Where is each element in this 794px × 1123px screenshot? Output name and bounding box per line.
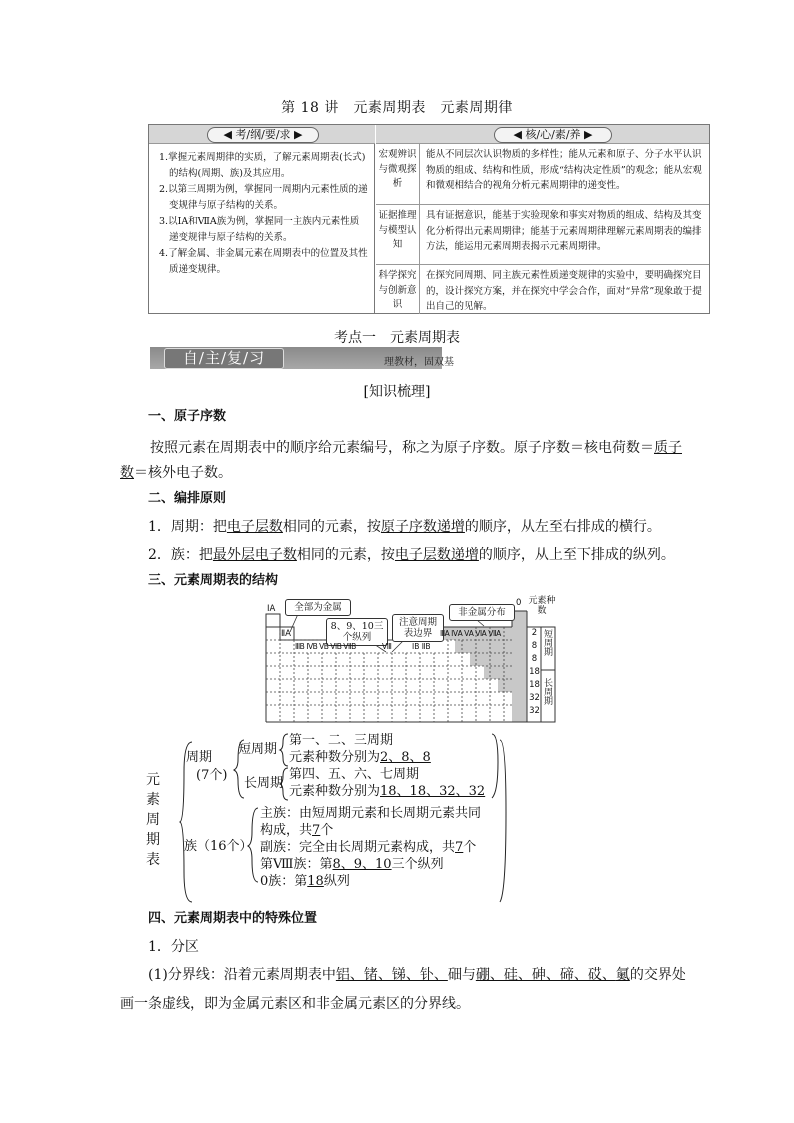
requirement-item: 1.掌握元素周期律的实质，了解元素周期表(长式)的结构(周期、族)及其应用。 <box>159 152 366 179</box>
structure-root: 元素周期表 <box>146 772 160 868</box>
heading-structure: 三、元素周期表的结构 <box>148 573 279 588</box>
main-group-line2: 构成，共7个 <box>260 823 334 838</box>
group-zero-line: 0族：第18纵列 <box>260 874 350 889</box>
requirements-table <box>148 124 710 314</box>
label-long-period: 长周期 <box>542 678 552 705</box>
period-label: 周期 <box>186 750 213 765</box>
short-period-line1: 第一、二、三周期 <box>289 733 394 748</box>
count-value: 18 <box>529 667 540 677</box>
requirement-item: 4.了解金属、非金属元素在周期表中的位置及其性质递变规律。 <box>159 248 368 275</box>
knowledge-heading: [知识梳理] <box>363 384 431 400</box>
paragraph-boundary-cont: 画一条虚线，即为金属元素区和非金属元素区的分界线。 <box>120 996 470 1012</box>
literacy-row <box>376 264 709 314</box>
requirement-item: 3.以ⅠA和ⅦA族为例，掌握同一主族内元素性质递变规律与原子结构的关系。 <box>159 216 360 243</box>
paragraph: 按照元素在周期表中的顺序给元素编号，称之为原子序数。原子序数＝核电荷数＝质子 <box>150 440 682 456</box>
label-group-ia: ⅠA <box>267 604 276 614</box>
long-period-label: 长周期 <box>244 776 284 791</box>
short-period-line2: 元素种数分别为2、8、8 <box>289 750 431 765</box>
literacy-key: 证据推理与模型认知 <box>376 205 420 265</box>
count-value: 32 <box>529 706 540 716</box>
callout-boundary: 注意周期表边界 <box>392 614 444 642</box>
subheading-zones: 1．分区 <box>148 939 199 955</box>
period-count: (7个) <box>196 768 228 783</box>
count-value: 32 <box>529 693 540 703</box>
banner-tag: 理教材，固双基 <box>384 357 454 368</box>
count-value: 8 <box>531 641 538 651</box>
label-group-zero: 0 <box>516 598 522 608</box>
main-group-line1: 主族：由短周期元素和长周期元素共同 <box>260 806 482 821</box>
literacy-text: 在探究同周期、同主族元素性质递变规律的实验中，要明确探究目的，设计探究方案，并在探究中学会合作，面对“异常”现象敢于提出自己的见解。 <box>426 270 702 312</box>
heading-arrangement: 二、编排原则 <box>148 491 227 506</box>
long-period-line1: 第四、五、六、七周期 <box>289 767 420 782</box>
rule-group: 2．族：把最外层电子数相同的元素，按电子层数递增的顺序，从上至下排成的纵列。 <box>148 547 675 563</box>
core-literacy-label: ◀ 核/心/素/养 ▶ <box>494 127 612 143</box>
label-group-viii: Ⅷ <box>382 642 392 651</box>
requirement-item: 2.以第三周期为例，掌握同一周期内元素性质的递变规律与原子结构的关系。 <box>159 184 368 211</box>
label-groups-b: ⅢB ⅣB ⅤB ⅥB ⅦB <box>295 642 356 651</box>
paragraph-boundary: (1)分界线：沿着元素周期表中铝、锗、锑、钋、鿬与硼、硅、砷、碲、砹、鿫的交界处 <box>148 967 686 983</box>
left-header-bar <box>149 125 375 144</box>
right-header-bar <box>376 125 709 144</box>
label-groups-iiia-viia: ⅢA ⅣA ⅤA ⅥA ⅦA <box>440 629 501 638</box>
heading-special-positions: 四、元素周期表中的特殊位置 <box>148 911 318 926</box>
section-title: 考点一 元素周期表 <box>334 330 460 346</box>
count-value: 18 <box>529 680 540 690</box>
literacy-text: 能从不同层次认识物质的多样性；能从元素和原子、分子水平认识物质的组成、结构和性质，形成“结构决定性质”的观念；能从宏观和微观相结合的视角分析元素周期律的递变性。 <box>426 149 702 191</box>
paragraph: 数＝核外电子数。 <box>120 465 232 481</box>
label-group-iia: ⅡA <box>281 629 291 639</box>
label-element-count: 元素种数 <box>528 596 556 616</box>
count-value: 8 <box>531 654 538 664</box>
label-groups-ib-iib: ⅠB ⅡB <box>412 642 431 651</box>
callout-viii-columns: 8、9、10三个纵列 <box>326 618 388 646</box>
literacy-row <box>376 204 709 265</box>
short-period-label: 短周期 <box>238 742 278 757</box>
requirements-list <box>149 144 375 313</box>
exam-requirements-label: ◀ 考/纲/要/求 ▶ <box>207 127 319 143</box>
label-short-period: 短周期 <box>542 629 552 656</box>
lesson-title: 第 18 讲 元素周期表 元素周期律 <box>281 100 513 116</box>
self-review-label: 自/主/复/习 <box>164 348 284 369</box>
long-period-line2: 元素种数分别为18、18、32、32 <box>289 784 486 799</box>
count-value: 2 <box>531 628 538 638</box>
callout-all-metal: 全部为金属 <box>285 599 351 616</box>
heading-atomic-number: 一、原子序数 <box>148 409 227 424</box>
literacy-text: 具有证据意识，能基于实验现象和事实对物质的组成、结构及其变化分析得出元素周期律；能基于元素周期律理解元素周期表的编排方法，能运用元素周期表揭示元素周期律。 <box>426 210 702 252</box>
literacy-key: 科学探究与创新意识 <box>376 265 420 314</box>
structure-outline <box>140 732 520 910</box>
group-viii-line: 第Ⅷ族：第8、9、10三个纵列 <box>260 857 444 872</box>
rule-period: 1．周期：把电子层数相同的元素，按原子序数递增的顺序，从左至右排成的横行。 <box>148 519 661 535</box>
sub-group-line: 副族：完全由长周期元素构成，共7个 <box>260 840 477 855</box>
literacy-key: 宏观辨识与微观探析 <box>376 144 420 204</box>
callout-nonmetal: 非金属分布 <box>449 604 515 621</box>
family-label: 族（16个） <box>184 839 253 854</box>
literacy-row <box>376 144 709 204</box>
periodic-table-diagram <box>262 596 562 726</box>
